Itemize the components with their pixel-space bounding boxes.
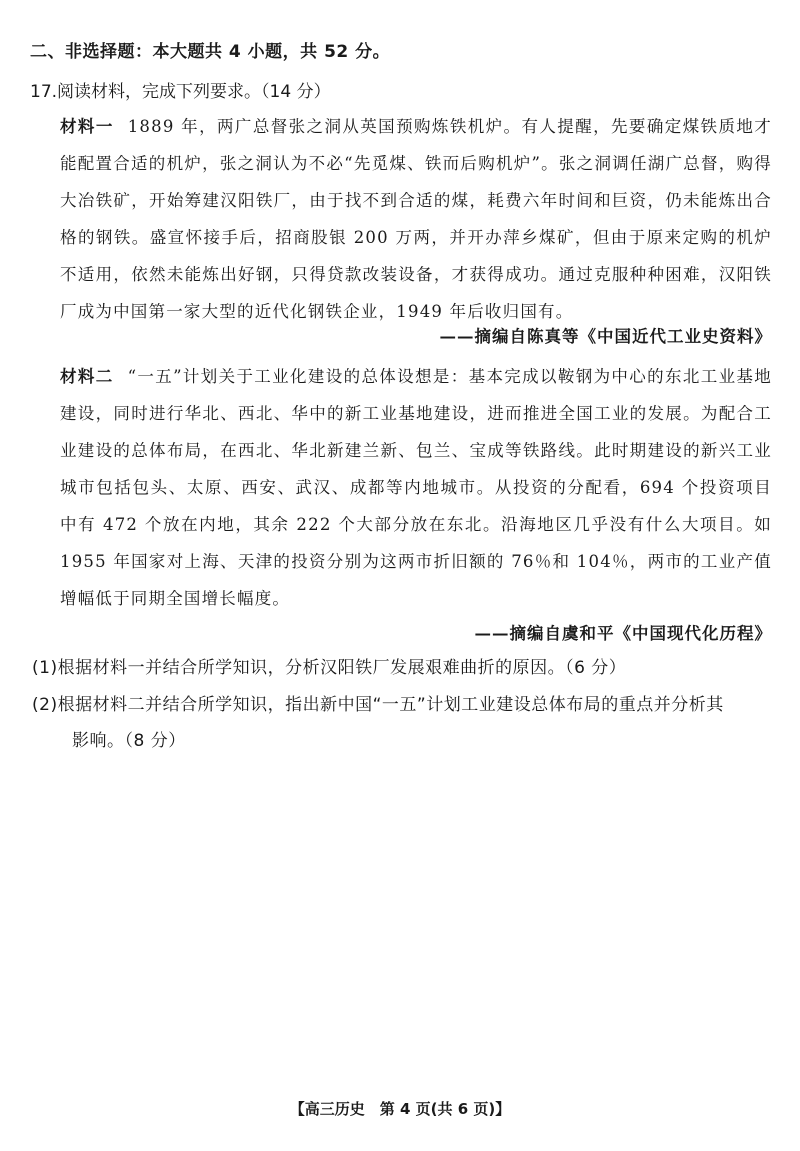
sub-question-2 — [32, 687, 774, 759]
sub-question-2-line1: (2)根据材料二并结合所学知识，指出新中国“一五”计划工业建设总体布局的重点并分析其 — [32, 695, 724, 715]
sub-question-1: (1)根据材料一并结合所学知识，分析汉阳铁厂发展艰难曲折的原因。（6 分） — [32, 658, 627, 678]
material-one-source: ——摘编自陈真等《中国近代工业史资料》 — [439, 327, 772, 346]
page-footer: 【高三历史 第 4 页(共 6 页)】 — [289, 1100, 511, 1118]
material-two-source: ——摘编自虞和平《中国现代化历程》 — [474, 624, 772, 643]
material-one-text: 1889 年，两广总督张之洞从英国预购炼铁机炉。有人提醒，先要确定煤铁质地才能配置合适的机炉，张之洞认为不必“先觅煤、铁而后购机炉”。张之洞调任湖广总督，购得大冶铁矿，开始筹建汉阳铁厂，由于找不到合适的煤，耗费六年时间和巨资，仍未能炼出合格的钢铁。盛宣怀接手后，招商股银 200 万两，并开办萍乡煤矿，但由于原来定购的机炉不适用，依然未能炼出好钢，只得贷款改装设备，才获得成功。通过克服种种困难，汉阳铁厂成为中国第一家大型的近代化钢铁企业，1949 年后收归国有。 — [60, 117, 772, 321]
material-one — [60, 108, 772, 330]
material-one-label: 材料一 — [60, 117, 114, 136]
sub-question-2-line2: 影响。（8 分） — [72, 731, 186, 751]
material-two-label: 材料二 — [60, 367, 114, 386]
section-heading: 二、非选择题：本大题共 4 小题，共 52 分。 — [30, 42, 391, 62]
material-two-text: “一五”计划关于工业化建设的总体设想是：基本完成以鞍钢为中心的东北工业基地建设，同时进行华北、西北、华中的新工业基地建设，进而推进全国工业的发展。为配合工业建设的总体布局，在西北、华北新建兰新、包兰、宝成等铁路线。此时期建设的新兴工业城市包括包头、太原、西安、武汉、成都等内地城市。从投资的分配看，694 个投资项目中有 472 个放在内地，其余 222 个大部分放在东北。沿海地区几乎没有什么大项目。如 1955 年国家对上海、天津的投资分别为这两市折旧额的 76％和 104％，两市的工业产值增幅低于同期全国增长幅度。 — [60, 367, 772, 608]
question-title: 17.阅读材料，完成下列要求。（14 分） — [30, 82, 331, 102]
material-two — [60, 358, 772, 617]
